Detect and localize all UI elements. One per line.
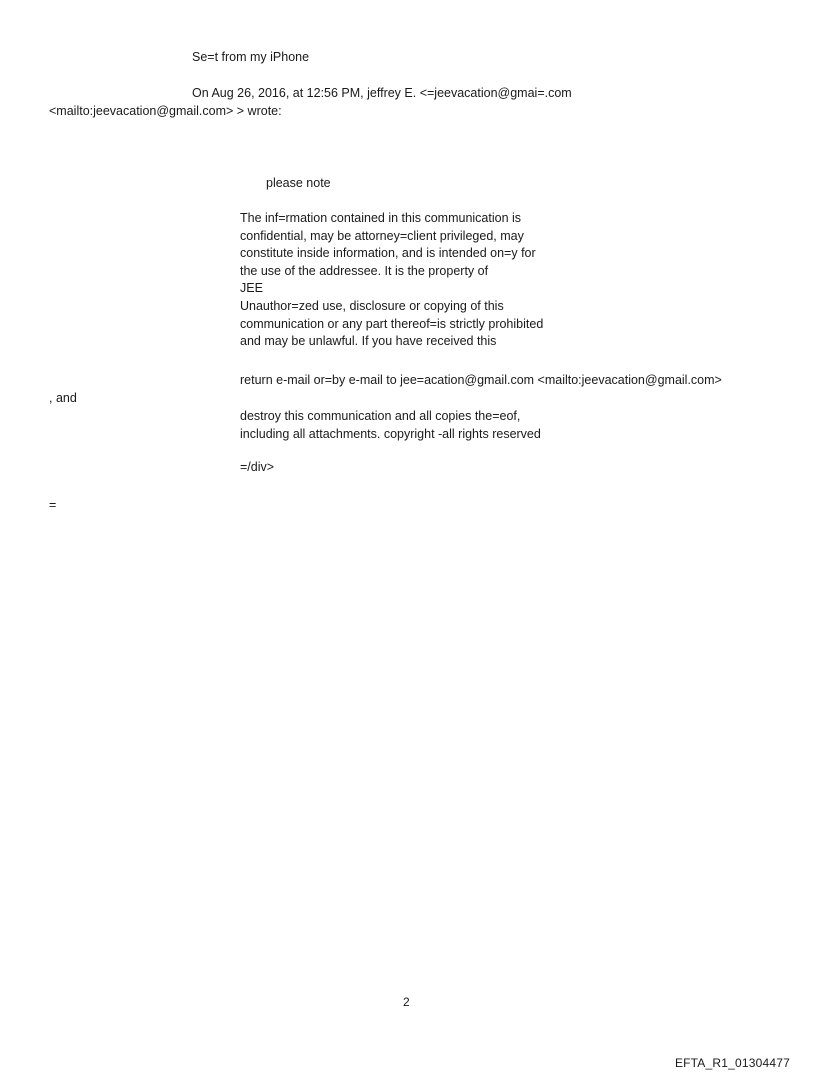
disclaimer-line: confidential, may be attorney=client privileged, may: [240, 228, 524, 243]
return-email-line: return e-mail or=by e-mail to jee=acation@gmail.com <mailto:jeevacation@gmail.com>: [240, 373, 722, 387]
page-number: 2: [403, 995, 410, 1009]
disclaimer-line: Unauthor=zed use, disclosure or copying of this: [240, 298, 504, 313]
wrote-header-line-2: <mailto:jeevacation@gmail.com> > wrote:: [49, 104, 282, 118]
destroy-paragraph: [240, 408, 541, 443]
disclaimer-line: the use of the addressee. It is the property of: [240, 263, 489, 278]
disclaimer-line: constitute inside information, and is intended on=y for: [240, 246, 536, 261]
bates-number: EFTA_R1_01304477: [674, 1056, 790, 1070]
disclaimer-line: communication or any part thereof=is strictly prohibited: [240, 316, 544, 331]
and-line: , and: [49, 391, 77, 405]
please-note-line: please note: [266, 176, 331, 190]
disclaimer-line: and may be unlawful. If you have received this: [240, 334, 497, 349]
wrote-header-line-1: On Aug 26, 2016, at 12:56 PM, jeffrey E. <=jeevacation@gmai=.com: [192, 86, 572, 100]
destroy-line: including all attachments. copyright -all rights reserved: [240, 426, 541, 441]
sent-from-line: Se=t from my iPhone: [192, 50, 310, 64]
destroy-line: destroy this communication and all copies the=eof,: [240, 409, 521, 423]
disclaimer-line: JEE: [240, 281, 263, 296]
equals-marker: =: [49, 498, 57, 512]
disclaimer-paragraph: [240, 210, 543, 351]
disclaimer-line: The inf=rmation contained in this communication is: [240, 211, 522, 225]
div-close-line: =/div>: [240, 460, 275, 474]
